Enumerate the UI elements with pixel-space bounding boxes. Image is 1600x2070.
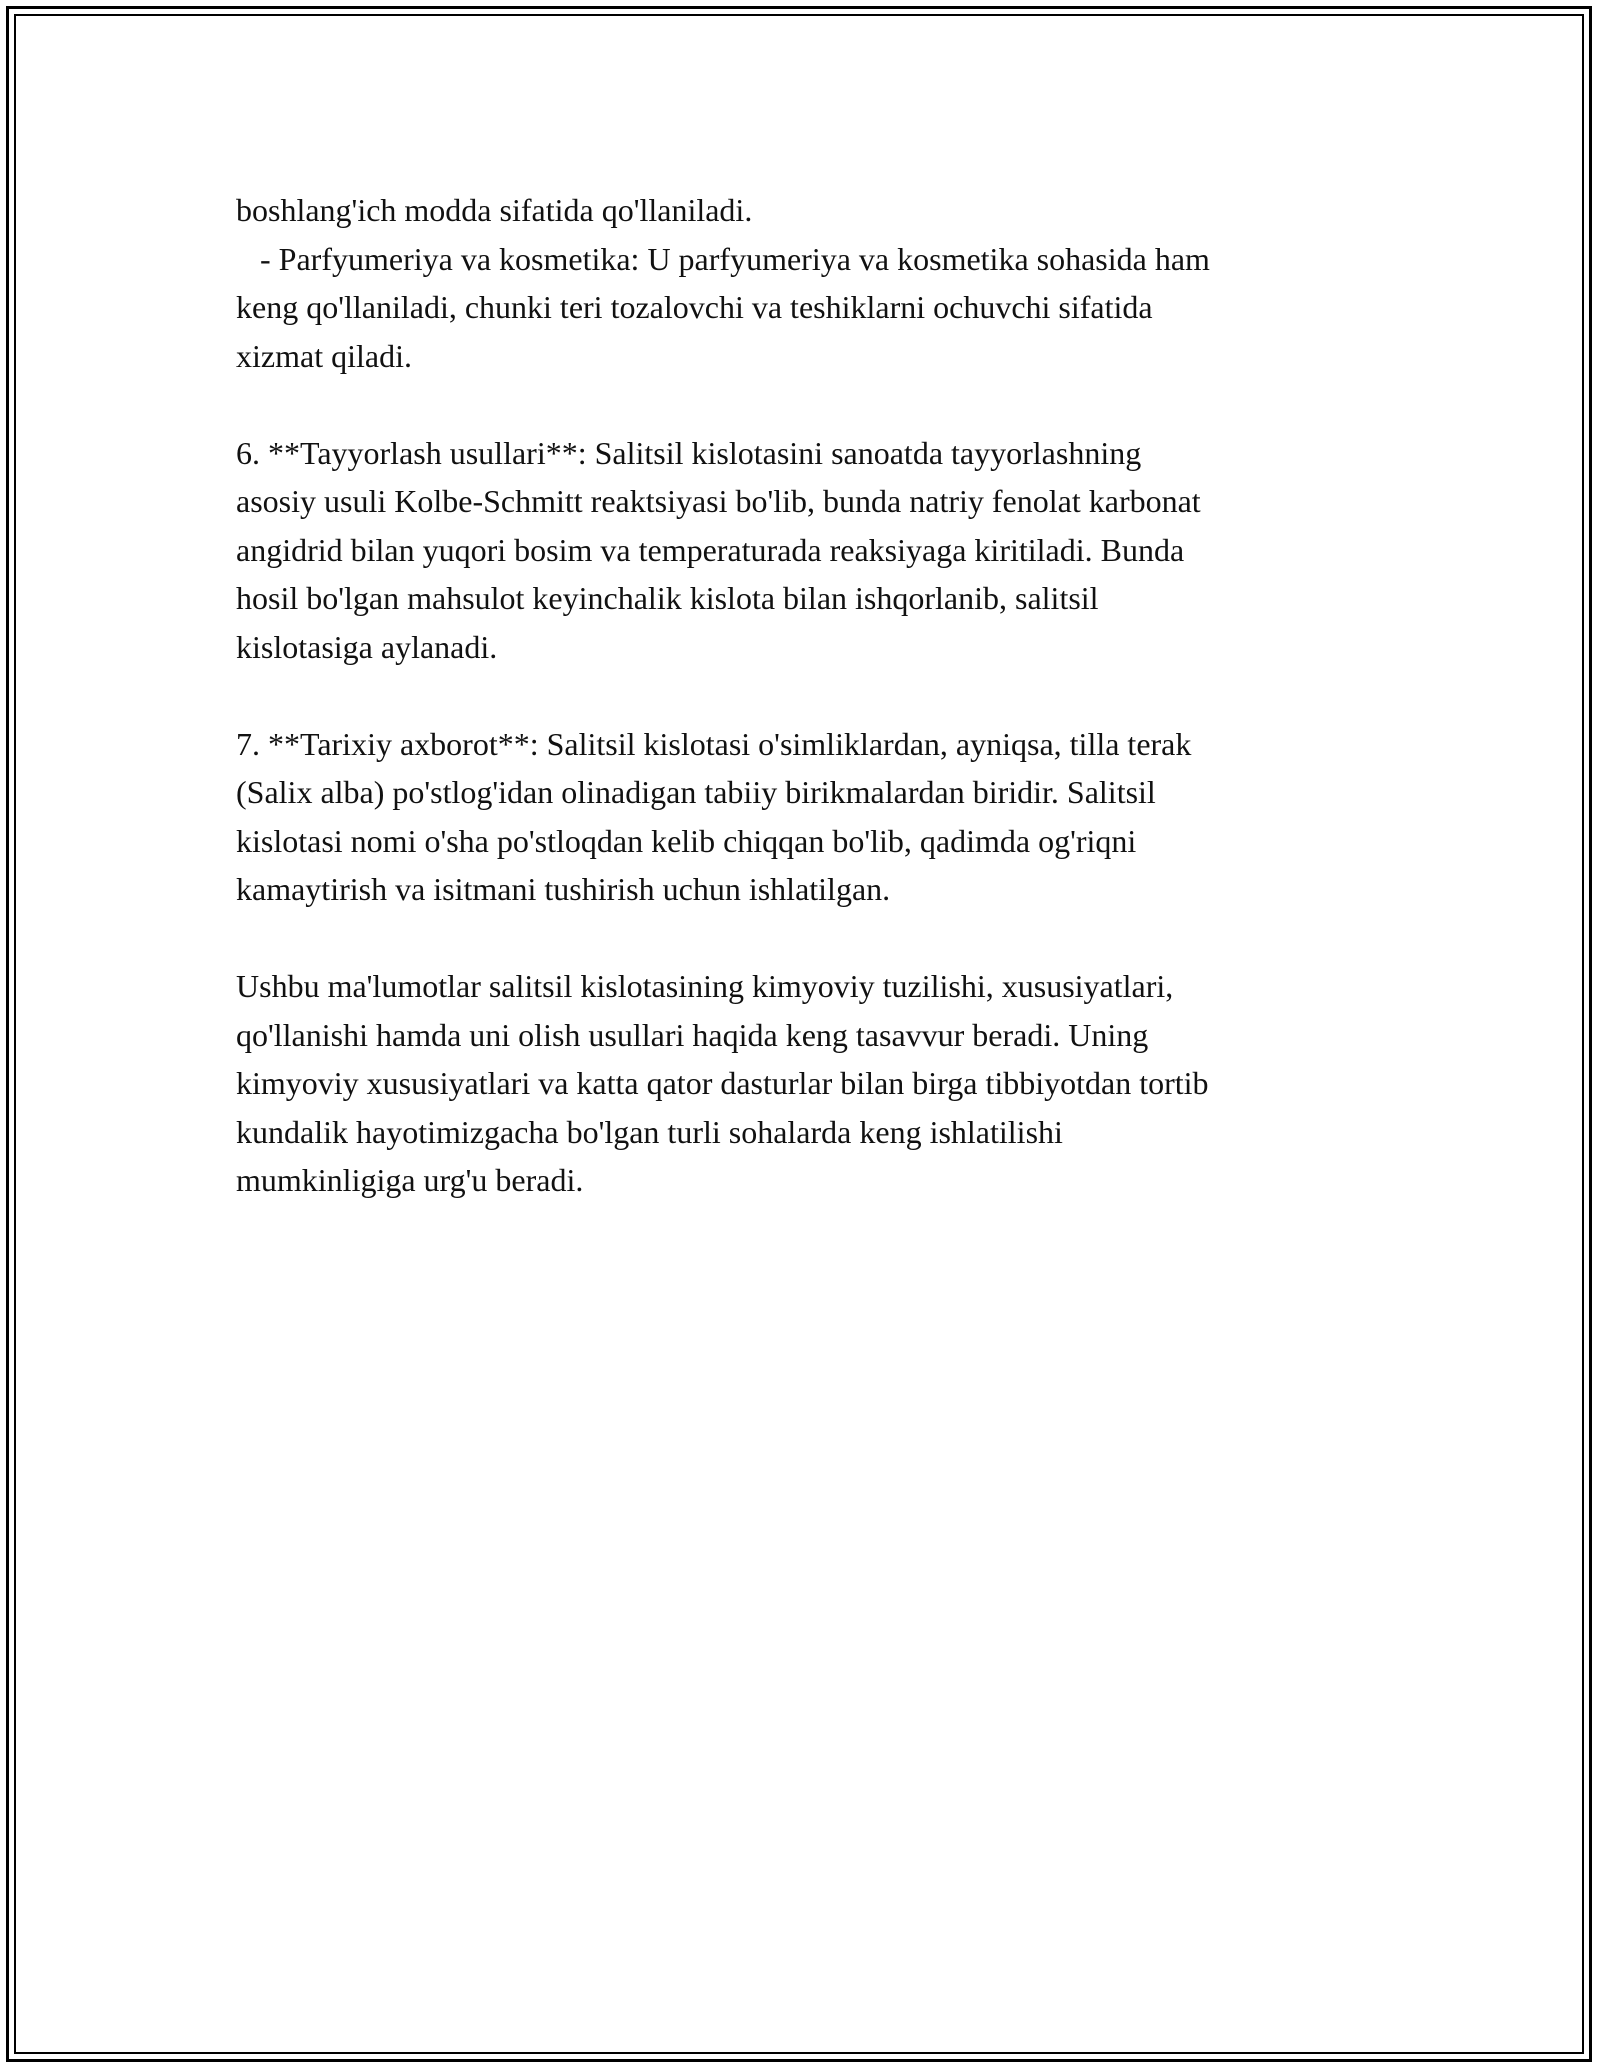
text-line: boshlang'ich modda sifatida qo'llaniladi. <box>236 192 753 228</box>
paragraph-cosmetics-continuation <box>236 186 1366 380</box>
text-line: asosiy usuli Kolbe-Schmitt reaktsiyasi bo'lib, bunda natriy fenolat karbonat <box>236 483 1201 519</box>
text-line: kamaytirish va isitmani tushirish uchun ishlatilgan. <box>236 871 891 907</box>
text-line: kislotasiga aylanadi. <box>236 628 498 665</box>
text-line: Ushbu ma'lumotlar salitsil kislotasining kimyoviy tuzilishi, xususiyatlari, <box>236 968 1174 1004</box>
paragraph-historical-info <box>236 720 1366 914</box>
text-line: hosil bo'lgan mahsulot keyinchalik kislota bilan ishqorlanib, salitsil <box>236 580 1099 616</box>
text-line: kislotasi nomi o'sha po'stloqdan kelib chiqqan bo'lib, qadimda og'riqni <box>236 822 1137 859</box>
text-line: keng qo'llaniladi, chunki teri tozalovchi va teshiklarni ochuvchi sifatida <box>236 289 1153 325</box>
text-line: 7. **Tarixiy axborot**: Salitsil kislotasi o'simliklardan, ayniqsa, tilla terak <box>236 725 1192 762</box>
paragraph-gap <box>236 914 1366 963</box>
text-line: kimyoviy xususiyatlari va katta qator dasturlar bilan birga tibbiyotdan tortib <box>236 1065 1209 1101</box>
text-line: - Parfyumeriya va kosmetika: U parfyumeriya va kosmetika sohasida ham <box>236 240 1210 277</box>
paragraph-gap <box>236 671 1366 720</box>
text-line: kundalik hayotimizgacha bo'lgan turli sohalarda keng ishlatilishi <box>236 1113 1063 1150</box>
paragraph-conclusion <box>236 962 1366 1205</box>
paragraph-gap <box>236 380 1366 429</box>
text-line: 6. **Tayyorlash usullari**: Salitsil kislotasini sanoatda tayyorlashning <box>236 434 1142 471</box>
text-line: qo'llanishi hamda uni olish usullari haqida keng tasavvur beradi. Uning <box>236 1016 1149 1053</box>
text-line: mumkinligiga urg'u beradi. <box>236 1162 584 1198</box>
paragraph-preparation-methods <box>236 429 1366 672</box>
document-body <box>236 186 1366 1205</box>
text-line: (Salix alba) po'stlog'idan olinadigan tabiiy birikmalardan biridir. Salitsil <box>236 774 1156 810</box>
text-line: angidrid bilan yuqori bosim va temperaturada reaksiyaga kiritiladi. Bunda <box>236 531 1185 568</box>
text-line: xizmat qiladi. <box>236 337 412 374</box>
